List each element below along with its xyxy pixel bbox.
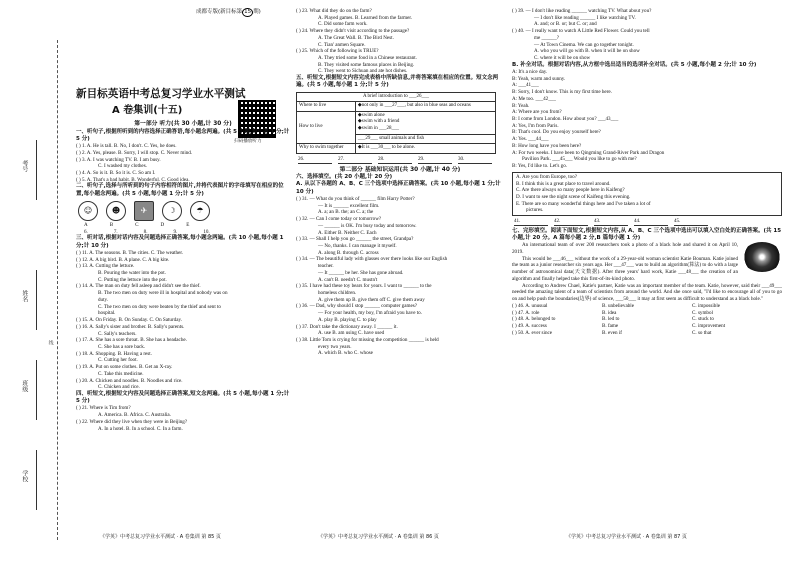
answer-blank[interactable]: 26. <box>298 156 332 164</box>
picture-label: C <box>135 221 139 228</box>
answer-blank[interactable]: 6. <box>84 228 88 235</box>
question-line: A: Where are you from? <box>512 109 562 116</box>
cloze-option: B. unbelievable <box>602 302 634 309</box>
question-line: C. They went to Sichuan and ate hot dishes. <box>318 68 408 75</box>
question-line: — It is ______ excellent film. <box>318 202 380 209</box>
column-3-cloze <box>512 228 782 303</box>
question-line: — I don't like reading ______ I like watching TV. <box>534 14 636 21</box>
header-tag: 成都专版(新目标第 15 期) <box>196 8 261 17</box>
question-line: B. Pouring the water into the pot. <box>98 270 166 277</box>
question-line: A. can't B. needn't C. mustn't <box>318 276 378 283</box>
question-line: ( ) 17. A. She has a sore throat. B. She has a headache. <box>76 337 187 344</box>
table-cell: ◆not only in ___27___, but also in blue seas and oceans <box>355 102 495 112</box>
cloze-row <box>512 310 782 317</box>
part-heading: 第一部分 听力(共 30 小题,计 30 分) <box>134 121 232 127</box>
cloze-option[interactable]: ( ) 49. A. success <box>512 322 547 329</box>
question-line: C. Tian' anmen Square. <box>318 41 366 48</box>
binding-underline[interactable] <box>36 450 37 510</box>
answer-blank[interactable]: 27. <box>338 156 372 164</box>
question-line: C. Putting the lettuce into the pot. <box>98 276 167 283</box>
question-line: ( ) 24. Where they didn't visit according to the passage? <box>296 28 410 35</box>
cloze-option[interactable]: ( ) 50. A. ever since <box>512 329 553 336</box>
question-line: A. Played games. B. Learned from the farmer. <box>318 14 413 21</box>
binding-strip <box>6 40 58 540</box>
answer-blank[interactable]: 8. <box>143 228 148 235</box>
page-footer: 《学英》中考总复习学业水平测试 · A 卷集训 第 85 页 <box>100 534 221 540</box>
question-line: hospital. <box>98 310 116 317</box>
question-line: C. Sally's teachers. <box>98 330 137 337</box>
answer-blank[interactable]: 10. <box>203 228 210 235</box>
column-2 <box>296 8 504 528</box>
option-line: A. Are you from Europe, too? <box>516 173 577 180</box>
picture-option-icon: ☽ <box>162 201 182 221</box>
question-line: ( ) 32. — Can I come today or tomorrow? <box>296 216 382 223</box>
question-line: B. They visited some famous places in Beijing. <box>318 61 415 68</box>
question-line: ( ) 3. A. I was watching TV. B. I am busy. <box>76 156 161 163</box>
answer-blank[interactable]: 9. <box>173 228 178 235</box>
question-line: me ______? <box>534 34 560 41</box>
table-cell: ◆It is ___30___ to be alone. <box>355 144 495 154</box>
question-line: ( ) 37. Don't take the dictionary away. I ______ it. <box>296 323 398 330</box>
question-line: B: That's cool. Do you enjoy yourself here? <box>512 129 601 136</box>
binding-cut-word: 线 <box>47 340 53 345</box>
question-line: A: For two weeks. I have been to Qingming Grand-River Park and Dragon <box>512 149 665 156</box>
question-line: ( ) 34. — The beautiful lady with glasses over there looks like our English <box>296 256 448 263</box>
question-line: ( ) 40. — I really want to watch A Little Red Flower. Could you tell <box>512 28 650 35</box>
question-line: A. Either B. Neither C. Each <box>318 229 377 236</box>
table-cell: ___29___ small animals and fish <box>355 134 495 144</box>
table-cell: Why to swim together <box>297 144 356 154</box>
column-1-body <box>76 121 290 432</box>
question-line: A. use B. am using C. have used <box>318 330 385 337</box>
binding-underline[interactable] <box>36 140 37 200</box>
cloze-row <box>512 303 782 310</box>
cloze-option: B. even if <box>602 329 622 336</box>
section-heading: B. 补全对话。根据对话内容,从方框中选出适当的选项补全对话。(共 5 小题,每小题 2 分;计 10 分) <box>512 61 757 68</box>
picture-option-icon: ✈ <box>134 201 154 221</box>
question-line: ( ) 36. — Dad, why should I stop ______ computer games? <box>296 303 417 310</box>
column-3 <box>512 8 782 528</box>
answer-blank[interactable]: 43. <box>594 218 628 226</box>
question-line: ( ) 11. A. The seasons. B. The cities. C. The weather. <box>76 249 184 256</box>
question-line: A: It's a nice day. <box>512 69 548 75</box>
section-heading: 一、听句子,根据所听到的内容选择正确答语,每小题念两遍。(共 5 小题,每小题 1 分;计 5 分) <box>76 128 290 142</box>
option-line: pictures. <box>526 207 544 214</box>
question-line: ( ) 18. A. Shopping. B. Having a rest. <box>76 350 152 357</box>
section-heading: A. 从以下各题的 A、B、C 三个选项中选择正确答案。(共 10 小题,每小题 1 分;计 10 分) <box>296 181 501 195</box>
question-line: An international team of over 200 researchers took a photo of a black hole and shared it on April 10, 2019. <box>512 242 738 256</box>
binding-label-class: 班级 <box>20 380 28 392</box>
table-cell: Where to live <box>297 102 356 112</box>
question-line: ( ) 33. — Shall I help you go ______ the street, Grandpa? <box>296 236 414 243</box>
question-line: ( ) 19. A. Put on some clothes. B. Get an X-ray. <box>76 364 173 371</box>
section-heading: 二、听句子,选择与所听到的句子内容相符的图片,并将代表图片的字母填写在相应的位置,每小题念两遍。(共 5 小题,每小题 1 分;计 5 分) <box>76 183 284 197</box>
question-line: B: Yeah. <box>512 102 530 109</box>
question-line: A: Yes. ___44___ <box>512 136 549 143</box>
question-line: B: How long have you been here? <box>512 142 582 149</box>
question-line: A. along B. through C. across <box>318 249 379 256</box>
question-line: A. give them up B. give them off C. give them away <box>318 296 425 303</box>
option-line: B. I think this is a great place to travel around. <box>516 180 611 187</box>
question-line: ( ) 14. A. The man on duty fell asleep and didn't see the thief. <box>76 283 201 290</box>
binding-label-name: 姓名 <box>20 290 28 302</box>
option-line: C. Are there always so many people here in Kaifeng? <box>516 187 625 194</box>
question-line: — No, thanks. I can manage it myself. <box>318 242 397 249</box>
question-line: ( ) 13. A. Cutting the lettuce. <box>76 263 135 270</box>
option-line: E. There are so many wonderful things here and I've taken a lot of <box>516 200 651 207</box>
cloze-option: C. impossible <box>692 302 721 309</box>
question-line: ( ) 12. A. A big bird. B. A plane. C. A big kite. <box>76 256 170 263</box>
answer-blank[interactable]: 44. <box>634 218 668 226</box>
question-line: teacher. <box>318 263 334 270</box>
question-line: duty. <box>98 296 108 303</box>
picture-option-icon: ☂ <box>190 201 210 221</box>
question-line: A: Yes, I'm from Paris. <box>512 122 559 129</box>
question-line: ( ) 38. Little Tom is crying for missing the competition ______ is held <box>296 337 439 344</box>
picture-label: A <box>84 221 88 228</box>
column-2-grammar <box>296 167 504 358</box>
page-footer: 《学英》中考总复习学业水平测试 · A 卷集训 第 86 页 <box>318 534 439 540</box>
cloze-option[interactable]: ( ) 48. A. belonged to <box>512 316 556 323</box>
section-heading: 七、完形填空。阅读下面短文,根据短文内容,从 A、B、C 三个选项中选出可以填入空白处的正确答案。(共 15 小题,计 20 分。A 篇每小题 2 分,B 篇每小题 1 分) <box>512 227 782 242</box>
question-line: ( ) 20. A. Chicken and noodles. B. Noodles and rice. <box>76 377 183 384</box>
option-line: D. I want to see the night scene of Kaifeng this evening. <box>516 193 631 200</box>
question-line: — At Town Cinema. We can go together tonight. <box>534 41 634 48</box>
question-line: ( ) 1. A. He is tall. B. No, I don't. C. Yes, he does. <box>76 143 177 150</box>
binding-label-id: 考号 <box>20 160 28 172</box>
question-line: A. They tried some food in a Chinese restaurant. <box>318 55 417 62</box>
page-title: 新目标英语中考总复习学业水平测试 <box>76 88 246 100</box>
binding-underline[interactable] <box>36 360 37 420</box>
answer-blanks <box>296 156 504 164</box>
listening-table <box>296 92 496 154</box>
column-2-questions <box>296 8 504 90</box>
question-line: every two years. <box>318 343 352 350</box>
question-line: A. In a hotel. B. In a school. C. In a farm. <box>98 425 183 432</box>
table-cell: ◆swim alone ◆swim with a friend ◆swim in ___28___ <box>355 111 495 134</box>
question-line: A. The Great Wall. B. The Bird Nest. <box>318 34 394 41</box>
page-subtitle: A 卷集训(十五) <box>112 105 183 116</box>
question-line: ( ) 25. Which of the following is TRUE? <box>296 48 379 55</box>
question-line: A: ___41___ <box>512 82 539 89</box>
question-line: C. I washed my clothes. <box>98 163 147 170</box>
question-line: ( ) 5. A. That's a bad habit. B. Wonderful. C. Good idea. <box>76 176 190 183</box>
question-line: B. The two men on duty were ill in hospital and nobody was on <box>98 290 228 297</box>
picture-row <box>78 201 290 221</box>
answer-blank[interactable]: 7. <box>113 228 118 235</box>
column-3-dialogue <box>512 8 782 170</box>
question-line: — It ______ be her. She has gone abroad. <box>318 269 404 276</box>
cloze-row <box>512 330 782 337</box>
question-line: — For your health, my boy, I'm afraid you have to. <box>318 310 422 317</box>
answer-blank[interactable]: 45. <box>674 218 708 226</box>
question-line: B: Yes, I'd like to. Let's go. <box>512 163 568 170</box>
options-box <box>512 172 782 216</box>
question-line: C. Cutting her foot. <box>98 357 138 364</box>
question-line: C. where it will be on show <box>534 55 591 62</box>
question-line: A: Me too. ___42___ <box>512 95 556 102</box>
question-line: ( ) 35. I have had these toy bears for years. I want to ______ to the <box>296 283 432 290</box>
cloze-option[interactable]: ( ) 47. A. role <box>512 309 540 316</box>
picture-label: E <box>186 221 190 228</box>
section-heading: 四、听短文,根据短文内容及问题选择正确答案,短文念两遍。(共 5 小题,每小题 1 分;计 5 分) <box>76 390 290 405</box>
question-line: A. which B. who C. whose <box>318 350 373 357</box>
question-line: ( ) 21. Where is Tim from? <box>76 405 131 412</box>
cloze-row <box>512 316 782 323</box>
question-line: ( ) 15. A. On Friday. B. On Sunday. C. On Saturday. <box>76 317 182 324</box>
question-line: A. and; or B. or; but C. or; and <box>534 21 597 28</box>
cloze-option: C. improvement <box>692 322 726 329</box>
cloze-option: C. symbol <box>692 309 713 316</box>
question-line: ( ) 39. — I don't like reading ______ watching TV. What about you? <box>512 8 652 14</box>
cloze-option: B. idea <box>602 309 617 316</box>
question-line: ( ) 22. Where did they live when they were in Beijing? <box>76 418 188 425</box>
question-line: Pavilion Park. ___45___ Would you like to go with me? <box>522 156 637 163</box>
question-line: B: I come from London. How about you? ___43___ <box>512 116 619 123</box>
picture-option-icon: ☺ <box>78 201 98 221</box>
question-line: ( ) 16. A. Sally's sister and brother. B. Sally's parents. <box>76 323 185 330</box>
column-1 <box>72 0 290 520</box>
section-heading: 五、听短文,根据短文内容完成表格中所缺信息,并将答案填在相应的位置。短文念两遍。(共 5 小题,每小题 1 分;计 5 分) <box>296 75 499 89</box>
question-line: A. a; an B. the; an C. a; the <box>318 209 374 216</box>
picture-label: D <box>160 221 165 228</box>
question-line: C. Did some farm work. <box>318 21 368 28</box>
cloze-option: B. led to <box>602 316 620 323</box>
question-line: A. who you will go with B. when it will be on show <box>534 48 640 55</box>
qr-caption: 扫码播放听力 <box>234 139 262 144</box>
cloze-row <box>512 323 782 330</box>
question-line: B: Sorry, I don't know. This is my first time here. <box>512 89 612 96</box>
question-line: A. America. B. Africa. C. Australia. <box>98 412 171 419</box>
cloze-options <box>512 303 782 337</box>
question-line: C. The two men on duty were beaten by the thief and sent to <box>98 303 221 310</box>
table-cell: How to live <box>297 111 356 143</box>
answer-blank[interactable]: 29. <box>418 156 452 164</box>
picture-label: B <box>109 221 114 228</box>
answer-blanks <box>512 218 782 226</box>
table-caption: A brief introduction to ___26___ <box>297 92 496 102</box>
binding-underline[interactable] <box>36 270 37 330</box>
cloze-option[interactable]: ( ) 46. A. unusual <box>512 302 548 309</box>
answer-blank[interactable]: 28. <box>378 156 412 164</box>
answer-blank[interactable]: 42. <box>554 218 588 226</box>
question-line: ( ) 2. A. Yes, please. B. Sorry, I will stop. C. Never mind. <box>76 149 193 156</box>
question-line: C. Chicken and rice. <box>98 384 140 391</box>
question-line: C. She has a sore back. <box>98 343 146 350</box>
cloze-option: C. so that <box>692 329 712 336</box>
question-line: ( ) 4. A. So is it. B. So it is. C. So am I. <box>76 170 156 177</box>
section-heading: 六、选择填空。(共 20 小题,计 20 分) <box>296 174 393 181</box>
part-heading: 第二部分 基础知识运用(共 30 小题,计 40 分) <box>339 166 461 173</box>
question-line: B: Yeah, warm and sunny. <box>512 75 566 82</box>
question-line: This would be ___46___ without the work of a 29-year-old woman scientist Katie Bouman. Katie joined the team as a junior researcher six years ago. Her ___47___ was to build an algorithm(算法) to do with a large number of astronomical data(天文数据). After three years' hard work, Katie ___48___ the creation of an algorithm and finally helped take this first-of-its-kind photo. <box>512 255 738 282</box>
question-line: C. Take this medicine. <box>98 370 144 377</box>
question-line: According to Andrew Chael, Katie's partner, Katie was an important member of the team. Katie, however, said their ___49___ needed the amazing talent of a team of scientists from around the world. And she once said, "I'd like to encourage all of you to go on and help push the boundaries(边界) of science, ___50___ it may at first seem as difficult to understand as a black hole." <box>512 282 782 303</box>
picture-option-icon: ☻ <box>106 201 126 221</box>
cloze-option: C. stuck to <box>692 316 714 323</box>
binding-label-school: 学校 <box>20 470 28 482</box>
answer-blank[interactable]: 41. <box>514 218 548 226</box>
question-line: — ______ is OK. I'm busy today and tomorrow. <box>318 222 417 229</box>
question-line: ( ) 31. — What do you think of ______ film Harry Potter? <box>296 195 415 202</box>
section-heading: 三、听对话,根据对话内容及问题选择正确答案,每小题念两遍。(共 10 小题,每小题 1 分;计 10 分) <box>76 235 284 249</box>
answer-blank[interactable]: 30. <box>458 156 492 164</box>
cloze-option: B. fame <box>602 322 619 329</box>
page-footer: 《学英》中考总复习学业水平测试 · A 卷集训 第 87 页 <box>566 534 687 540</box>
question-line: A. play B. playing C. to play <box>318 316 377 323</box>
black-hole-photo-icon <box>742 242 782 272</box>
question-line: homeless children. <box>318 290 357 297</box>
picture-labels <box>76 222 290 229</box>
question-line: ( ) 23. What did they do on the farm? <box>296 8 372 14</box>
